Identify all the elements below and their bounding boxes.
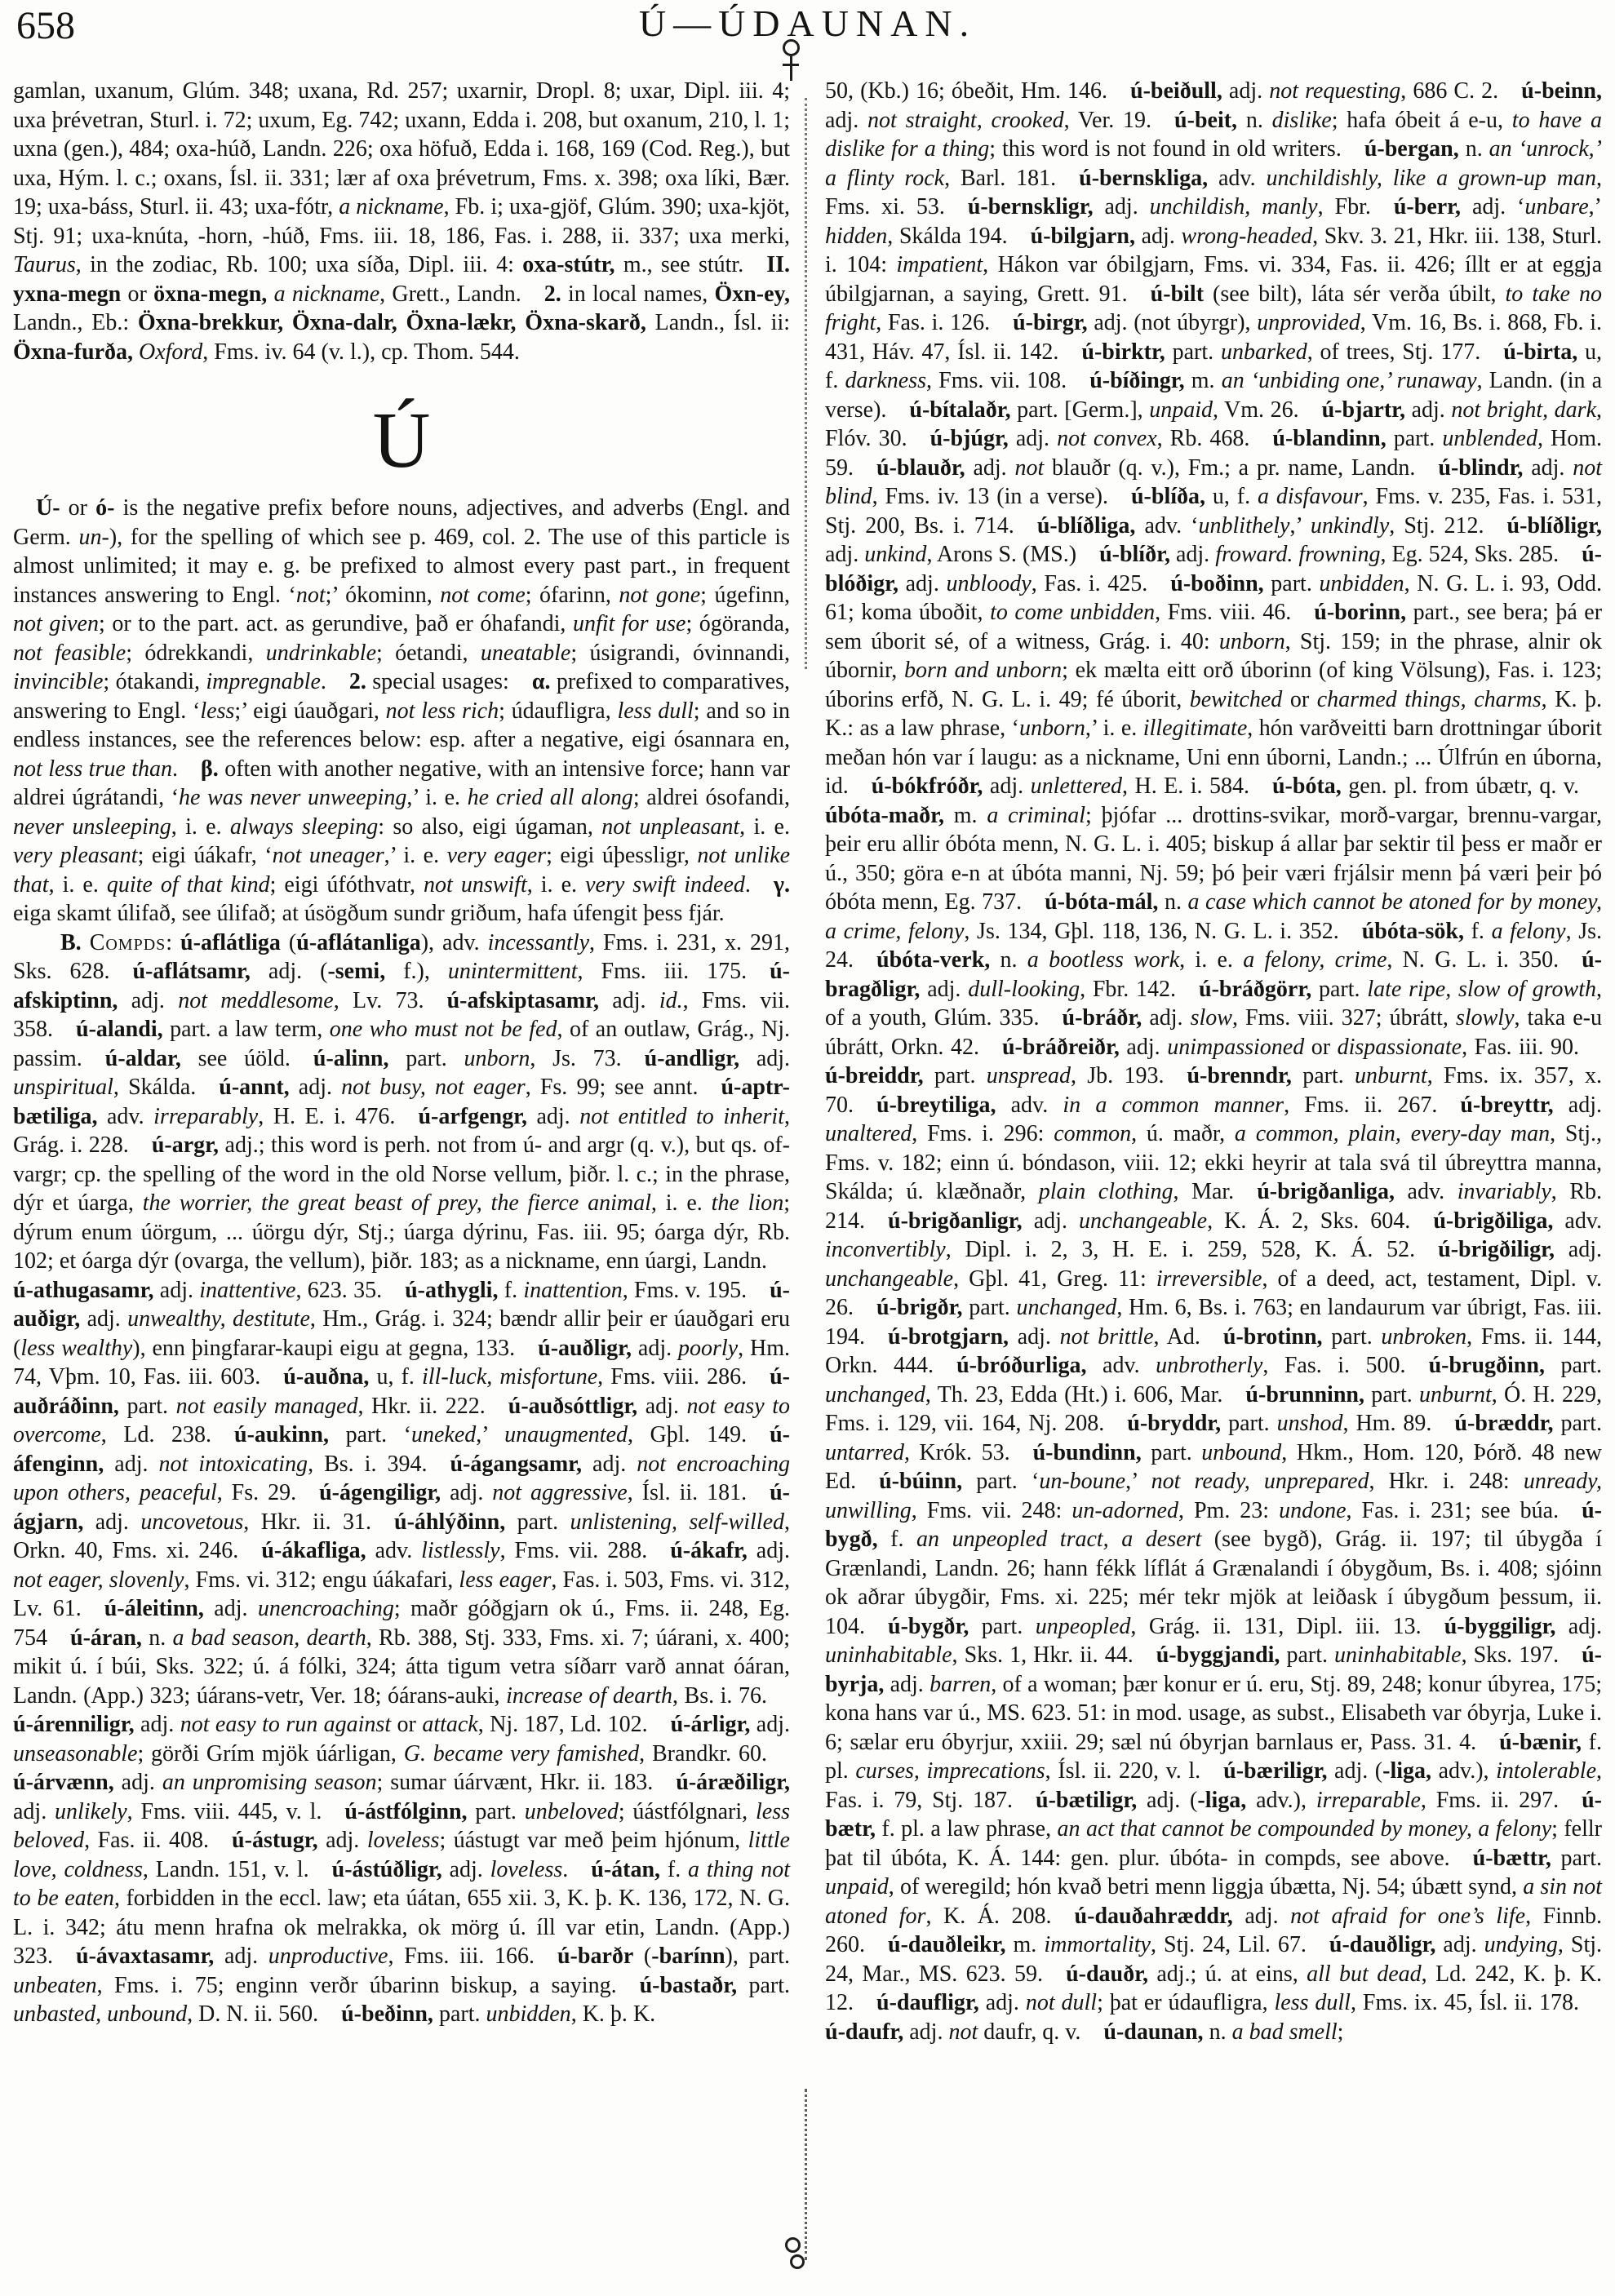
text-columns (13, 77, 1602, 2046)
right-column (825, 77, 1602, 2046)
page-number: 658 (16, 4, 75, 47)
entry-u-compounds-continued: 50, (Kb.) 16; óbeðit, Hm. 146. ú-beiðull, adj. not requesting, 686 C. 2. ú-beinn, adj. not straight, crooked, Ver. 19. ú-beit, n. dislike; hafa óbeit á e-u, to have a dislike for a thing; this word is not found in old writers. ú-bergan, n. an ‘unrock,’ a flinty rock, Barl. 181. ú-bernskliga, adv. unchildishly, like a grown-up man, Fms. xi. 53. ú-bernskligr, adj. unchildish, manly, Fbr. ú-berr, adj. ‘unbare,’ hidden, Skálda 194. ú-bilgjarn, adj. wrong-headed, Skv. 3. 21, Hkr. iii. 138, Sturl. i. 104: impatient, Hákon var óbilgjarn, Fms. vi. 334, Fas. ii. 426; íllt er at eggja úbilgjarnan, a saying, Grett. 91. ú-bilt (see bilt), láta sér verða úbilt, to take no fright, Fas. i. 126. ú-birgr, adj. (not úbyrgr), unprovided, Vm. 16, Bs. i. 868, Fb. i. 431, Háv. 47, Ísl. ii. 142. ú-birktr, part. unbarked, of trees, Stj. 177. ú-birta, u, f. darkness, Fms. vii. 108. ú-bíðingr, m. an ‘unbiding one,’ runaway, Landn. (in a verse). ú-bítalaðr, part. [Germ.], unpaid, Vm. 26. ú-bjartr, adj. not bright, dark, Flóv. 30. ú-bjúgr, adj. not convex, Rb. 468. ú-blandinn, part. unblended, Hom. 59. ú-blauðr, adj. not blauðr (q. v.), Fm.; a pr. name, Landn. ú-blindr, adj. not blind, Fms. iv. 13 (in a verse). ú-blíða, u, f. a disfavour, Fms. v. 235, Fas. i. 531, Stj. 200, Bs. i. 714. ú-blíðliga, adv. ‘unblithely,’ unkindly, Stj. 212. ú-blíðligr, adj. unkind, Arons S. (MS.) ú-blíðr, adj. froward. frowning, Eg. 524, Sks. 285. ú-blóðigr, adj. unbloody, Fas. i. 425. ú-boðinn, part. unbidden, N. G. L. i. 93, Odd. 61; koma úboðit, to come unbidden, Fms. viii. 46. ú-borinn, part., see bera; þá er sem úborit sé, of a witness, Grág. i. 40: unborn, Stj. 159; in the phrase, alnir ok úbornir, born and unborn; ek mælta eitt orð úborinn (of king Völsung), Fas. i. 123; úborins erfð, N. G. L. i. 49; fé úborit, bewitched or charmed things, charms, K. þ. K.: as a law phrase, ‘unborn,’ i. e. illegitimate, hón varðveitti barn drottningar úborit meðan hón var í laugu: as a nickname, Uni enn úborni, Landn.; ... Úlfrún en úborna, id. ú-bókfróðr, adj. unlettered, H. E. i. 584. ú-bóta, gen. pl. from úbætr, q. v. úbóta-maðr, m. a criminal; þjófar ... drottins-svikar, morð-vargar, brennu-vargar, þeir eru allir óbóta menn, N. G. L. i. 405; biskup á allar þar sektir til þess er maðr er ú., 350; göra e-n at úbóta manni, Nj. 59; þó þeir væri frjálsir menn þá væri þeir þó óbóta menn, Eg. 737. ú-bóta-mál, n. a case which cannot be atoned for by money, a crime, felony, Js. 134, Gþl. 118, 136, N. G. L. i. 352. úbóta-sök, f. a felony, Js. 24. úbóta-verk, n. a bootless work, i. e. a felony, crime, N. G. L. i. 350. ú-bragðligr, adj. dull-looking, Fbr. 142. ú-bráðgörr, part. late ripe, slow of growth, of a youth, Glúm. 335. ú-bráðr, adj. slow, Fms. viii. 327; úbrátt, slowly, taka e-u úbrátt, Orkn. 42. ú-bráðreiðr, adj. unimpassioned or dispassionate, Fas. iii. 90. ú-breiddr, part. unspread, Jb. 193. ú-brenndr, part. unburnt, Fms. ix. 357, x. 70. ú-breytiliga, adv. in a common manner, Fms. ii. 267. ú-breyttr, adj. unaltered, Fms. i. 296: common, ú. maðr, a common, plain, every-day man, Stj., Fms. v. 182; einn ú. bóndason, viii. 12; ekki heyrir at tala svá til úbreyttra manna, Skálda; ú. klæðnaðr, plain clothing, Mar. ú-brigðanliga, adv. invariably, Rb. 214. ú-brigðanligr, adj. unchangeable, K. Á. 2, Sks. 604. ú-brigðiliga, adv. inconvertibly, Dipl. i. 2, 3, H. E. i. 259, 528, K. Á. 52. ú-brigðiligr, adj. unchangeable, Gþl. 41, Greg. 11: irreversible, of a deed, act, testament, Dipl. v. 26. ú-brigðr, part. unchanged, Hm. 6, Bs. i. 763; en landaurum var úbrigt, Fas. iii. 194. ú-brotgjarn, adj. not brittle, Ad. ú-brotinn, part. unbroken, Fms. ii. 144, Orkn. 444. ú-bróðurliga, adv. unbrotherly, Fas. i. 500. ú-brugðinn, part. unchanged, Th. 23, Edda (Ht.) i. 606, Mar. ú-brunninn, part. unburnt, Ó. H. 229, Fms. i. 129, vii. 164, Nj. 208. ú-bryddr, part. unshod, Hm. 89. ú-bræddr, part. untarred, Krók. 53. ú-bundinn, part. unbound, Hkm., Hom. 120, Þórð. 48 new Ed. ú-búinn, part. ‘un-boune,’ not ready, unprepared, Hkr. i. 248: unready, unwilling, Fms. vii. 248: un-adorned, Pm. 23: undone, Fas. i. 231; see búa. ú-bygð, f. an unpeopled tract, a desert (see bygð), Grág. ii. 197; til úbygða í Grænlandi, Landn. 26; hann fékk líflát á Grænalandi í óbygðum, Bs. i. 408; sjóinn ok aðrar úbygðir, Fms. xi. 225; mér tekr mjök at leiðask í úbygðum þessum, ii. 104. ú-bygðr, part. unpeopled, Grág. ii. 131, Dipl. iii. 13. ú-byggiligr, adj. uninhabitable, Sks. 1, Hkr. ii. 44. ú-byggjandi, part. uninhabitable, Sks. 197. ú-byrja, adj. barren, of a woman; þær konur er ú. eru, Stj. 89, 248; konur úbyrea, 175; kona hans var ú., MS. 623. 51: in mod. usage, as subst., Elisabeth var óbyrja, Luke i. 6; sælar eru óbyrjur, xxiii. 29; sæl nú óbyrjan barnlaus er, Pass. 31. 4. ú-bænir, f. pl. curses, imprecations, Ísl. ii. 220, v. l. ú-bæriligr, adj. (-liga, adv.), intolerable, Fas. i. 79, Stj. 187. ú-bætiligr, adj. (-liga, adv.), irreparable, Fms. ii. 297. ú-bætr, f. pl. a law phrase, an act that cannot be compounded by money, a felony; fellr þat til úbóta, K. Á. 144: gen. plur. úbóta- in compds, see above. ú-bættr, part. unpaid, of weregild; hón kvað betri menn liggja úbætta, Nj. 54; úbætt synd, a sin not atoned for, K. Á. 208. ú-dauðahræddr, adj. not afraid for one’s life, Finnb. 260. ú-dauðleikr, m. immortality, Stj. 24, Lil. 67. ú-dauðligr, adj. undying, Stj. 24, Mar., MS. 623. 59. ú-dauðr, adj.; ú. at eins, all but dead, Ld. 242, K. þ. K. 12. ú-daufligr, adj. not dull; þat er údaufligra, less dull, Fms. ix. 45, Ísl. ii. 178. ú-daufr, adj. not daufr, q. v. ú-daunan, n. a bad smell; (825, 78, 1603, 2045)
entry-u-prefix-intro: Ú- or ó- is the negative prefix before nouns, adjectives, and adverbs (Engl. and Germ. un-), for the spelling of which see p. 469, col. 2. The use of this particle is almost unlimited; it may e. g. be prefixed to almost every past part., in frequent instances answering to Engl. ‘not;’ ókominn, not come; ófarinn, not gone; úgefinn, not given; or to the part. act. as gerundive, það er óhafandi, unfit for use; ógöranda, not feasible; ódrekkandi, undrinkable; óetandi, uneatable; úsigrandi, óvinnandi, invincible; ótakandi, impregnable. 2. special usages: α. prefixed to comparatives, answering to Engl. ‘less;’ eigi úauðgari, not less rich; údaufligra, less dull; and so in endless instances, see the references below: esp. after a negative, eigi ósannara en, not less true than. β. often with another negative, with an intensive force; hann var aldrei úgrátandi, ‘he was never unweeping,’ i. e. he cried all along; aldrei ósofandi, never unsleeping, i. e. always sleeping: so also, eigi úgaman, not unpleasant, i. e. very pleasant; eigi úákafr, ‘not uneager,’ i. e. very eager; eigi úþessligr, not unlike that, i. e. quite of that kind; eigi úfóthvatr, not unswift, i. e. very swift indeed. γ. eiga skamt úlifað, see úlifað; at úsögðum sundr griðum, hafa úfengit þess fjár. (13, 495, 791, 926)
entry-continuation-uxi: gamlan, uxanum, Glúm. 348; uxana, Rd. 257; uxarnir, Dropl. 8; uxar, Dipl. iii. 4; uxa þrévetran, Sturl. i. 72; uxum, Eg. 742; uxann, Edda i. 208, but oxanum, 210, l. 1; uxna (gen.), 484; oxa-húð, Landn. 226; oxa höfuð, Edda i. 168, 169 (Cod. Reg.), but uxa, Hým. l. c.; oxans, Ísl. ii. 331; lær af oxa þrévetrum, Fms. x. 398; oxa líki, Bær. 19; uxa-báss, Sturl. ii. 43; uxa-fótr, a nickname, Fb. i; uxa-gjöf, Glúm. 390; uxa-kjöt, Stj. 91; uxa-knúta, -horn, -húð, Fms. iii. 18, 186, Fas. i. 288, ii. 337; uxa merki, Taurus, in the zodiac, Rb. 100; uxa síða, Dipl. iii. 4: oxa-stútr, m., see stútr. II. yxna-megn or öxna-megn, a nickname, Grett., Landn. 2. in local names, Öxn-ey, Landn., Eb.: Öxna-brekkur, Öxna-dalr, Öxna-lækr, Öxna-skarð, Landn., Ísl. ii: Öxna-furða, Oxford, Fms. iv. 64 (v. l.), cp. Thom. 544. (13, 78, 791, 365)
entry-u-compounds: B. Compds: ú-aflátliga (ú-aflátanliga), adv. incessantly, Fms. i. 231, x. 291, Sks. 628. ú-aflátsamr, adj. (-semi, f.), unintermittent, Fms. iii. 175. ú-afskiptinn, adj. not meddlesome, Lv. 73. ú-afskiptasamr, adj. id., Fms. vii. 358. ú-alandi, part. a law term, one who must not be fed, of an outlaw, Grág., Nj. passim. ú-aldar, see úöld. ú-alinn, part. unborn, Js. 73. ú-andligr, adj. unspiritual, Skálda. ú-annt, adj. not busy, not eager, Fs. 99; see annt. ú-aptr-bætiliga, adv. irreparably, H. E. i. 476. ú-arfgengr, adj. not entitled to inherit, Grág. i. 228. ú-argr, adj.; this word is perh. not from ú- and argr (q. v.), but qs. of-vargr; cp. the spelling of the word in the old Norse vellum, þiðr. l. c.; in the phrase, dýr et úarga, the worrier, the great beast of prey, the fierce animal, i. e. the lion; dýrum enum úörgum, ... úörgu dýr, Stj.; úarga dýrinu, Fas. iii. 95; óarga dýr, Rb. 102; et óarga dýr (ovarga, the vellum), þiðr. 183; as a nickname, enn úargi, Landn. ú-athugasamr, adj. inattentive, 623. 35. ú-athygli, f. inattention, Fms. v. 195. ú-auðigr, adj. unwealthy, destitute, Hm., Grág. i. 324; bændr allir þeir er úauðgari eru (less wealthy), enn þingfarar-kaupi eigu at gegna, 133. ú-auðligr, adj. poorly, Hm. 74, Vþm. 10, Fas. iii. 603. ú-auðna, u, f. ill-luck, misfortune, Fms. viii. 286. ú-auðráðinn, part. not easily managed, Hkr. ii. 222. ú-auðsóttligr, adj. not easy to overcome, Ld. 238. ú-aukinn, part. ‘uneked,’ unaugmented, Gþl. 149. ú-áfenginn, adj. not intoxicating, Bs. i. 394. ú-ágangsamr, adj. not encroaching upon others, peaceful, Fs. 29. ú-ágengiligr, adj. not aggressive, Ísl. ii. 181. ú-ágjarn, adj. uncovetous, Hkr. ii. 31. ú-áhlýðinn, part. unlistening, self-willed, Orkn. 40, Fms. xi. 246. ú-ákafliga, adv. listlessly, Fms. vii. 288. ú-ákafr, adj. not eager, slovenly, Fms. vi. 312; engu úákafari, less eager, Fas. i. 503, Fms. vi. 312, Lv. 61. ú-áleitinn, adj. unencroaching; maðr góðgjarn ok ú., Fms. ii. 248, Eg. 754 ú-áran, n. a bad season, dearth, Rb. 388, Stj. 333, Fms. xi. 7; úárani, x. 400; mikit ú. í búi, Sks. 322; ú. á fólki, 324; átta tigum vetra síðarr varð annat óáran, Landn. (App.) 323; úárans-vetr, Ver. 18; óárans-auki, increase of dearth, Bs. i. 76. ú-árenniligr, adj. not easy to run against or attack, Nj. 187, Ld. 102. ú-árligr, adj. unseasonable; görði Grím mjök úárligan, G. became very famished, Brandkr. 60. ú-árvænn, adj. an unpromising season; sumar úárvænt, Hkr. ii. 183. ú-áræðiligr, adj. unlikely, Fms. viii. 445, v. l. ú-ástfólginn, part. unbeloved; úástfólgnari, less beloved, Fas. ii. 408. ú-ástugr, adj. loveless; úástugt var með þeim hjónum, little love, coldness, Landn. 151, v. l. ú-ástúðligr, adj. loveless. ú-átan, f. a thing not to be eaten, forbidden in the eccl. law; eta úátan, 655 xii. 3, K. þ. K. 136, 172, N. G. L. i. 342; átu menn hrafna ok melrakka, ok mörg ú. íll var etin, Landn. (App.) 323. ú-ávaxtasamr, adj. unproductive, Fms. iii. 166. ú-barðr (-barínn), part. unbeaten, Fms. i. 75; enginn verðr úbarinn biskup, a saying. ú-bastaðr, part. unbasted, unbound, D. N. ii. 560. ú-beðinn, part. unbidden, K. þ. K. (13, 929, 791, 2027)
running-head: Ú—ÚDAUNAN. (638, 2, 977, 44)
left-column (13, 77, 790, 2046)
printer-double-ring-mark-icon (783, 2237, 805, 2280)
column-divider-bottom (805, 2089, 807, 2260)
section-letter-heading: Ú (372, 397, 431, 485)
